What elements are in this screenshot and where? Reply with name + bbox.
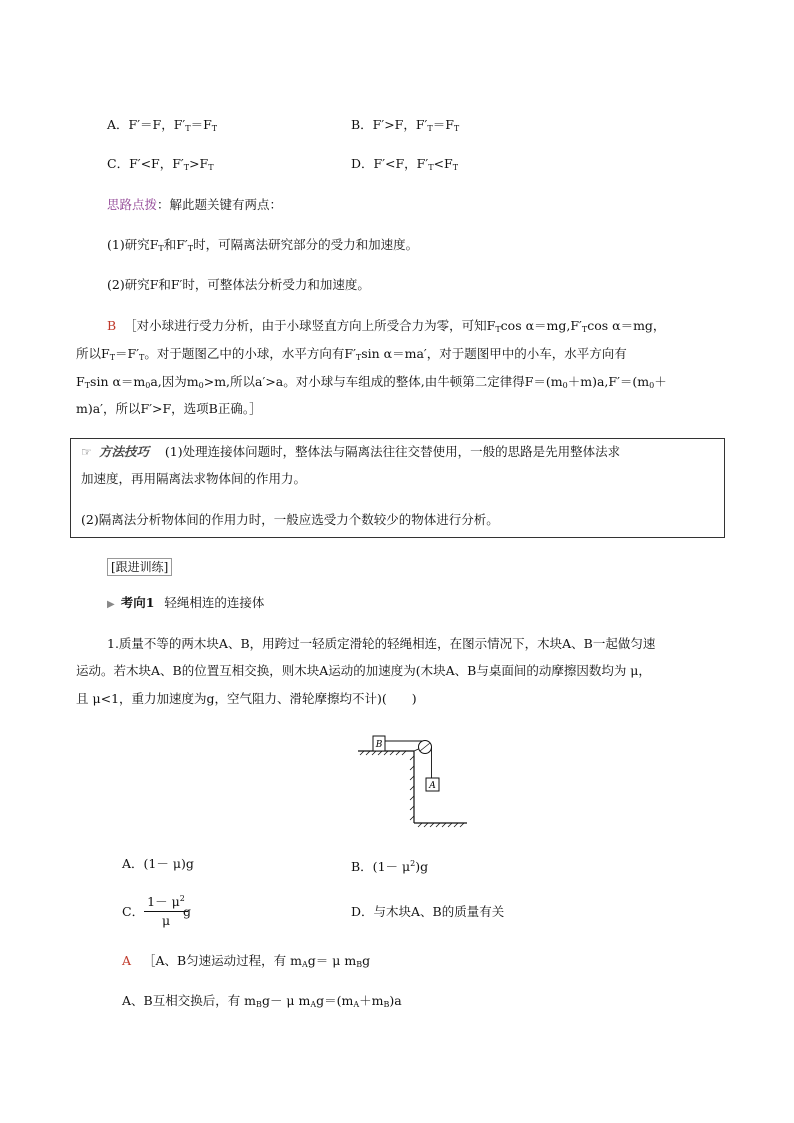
practice-tag: [跟进训练] xyxy=(107,558,172,576)
hint-line: 思路点拨：解此题关键有两点： xyxy=(107,197,283,212)
option-d-top: D．F′<F，$F'_T<F_T$ xyxy=(351,156,459,172)
answer-2-letter: A xyxy=(122,953,132,968)
choice-d: D．与木块A、B的质量有关 xyxy=(351,904,505,919)
option-a-top: A．F′＝F，$F'_T=F_T$ xyxy=(107,117,218,133)
answer-1-line-1: B ［对小球进行受力分析，由于小球竖直方向上所受合力为零，可知$F_T\cos$ $\alpha=mg,F'_T\cos$ α＝mg， xyxy=(107,318,666,334)
tips-row-3: (2)隔离法分析物体间的作用力时，一般应选受力个数较少的物体进行分析。 xyxy=(81,512,499,527)
option-c-top: C．F′<F，$F'_T>F_T$ xyxy=(107,156,214,172)
direction-title: 轻绳相连的连接体 xyxy=(164,595,265,610)
choice-c-suffix: g xyxy=(183,904,192,919)
choice-a: A．(1－ μ)g xyxy=(122,856,194,871)
option-b-top: B．F′>F，$F'_T=F_T$ xyxy=(351,117,460,133)
answer-1-line-3: $F_T\sin$ $\alpha=m_0a$,因为$m_0>m$,所以a′>a。对小球与车组成的整体,由牛顿第二定律得$F=(m_0+m)a,F'=(m_0+$ xyxy=(76,374,667,390)
answer-1-line-2: 所以$F_T=F'_T$。对于题图乙中的小球，水平方向有$F'_T\sin$ α＝ma′，对于题图甲中的小车，水平方向有 xyxy=(76,346,627,362)
tips-row-2: 加速度，再用隔离法求物体间的作用力。 xyxy=(81,471,307,486)
choice-b: B．$(1- \mu^2)g$ xyxy=(351,859,429,874)
choice-c-fraction xyxy=(144,892,188,928)
block-b-label: B xyxy=(375,740,383,750)
fraction-denominator: μ xyxy=(161,913,171,928)
answer-2-line-1: A ［A、B匀速运动过程，有 $m_Ag= \mu$ $m_Bg$ xyxy=(122,953,371,969)
answer-2-line-2: A、B互相交换后，有 $m_Bg- \mu$ $m_Ag=(m_A+m_B)a$ xyxy=(122,993,402,1009)
tips-row-1: ☞ 方法技巧 (1)处理连接体问题时，整体法与隔离法往往交替使用，一般的思路是先用整体法求 xyxy=(81,444,621,459)
question-line-2: 运动。若木块A、B的位置互相交换，则木块A运动的加速度为(木块A、B与桌面间的动摩擦因数均为 μ， xyxy=(76,663,651,678)
triangle-icon: ▶ xyxy=(107,599,115,610)
wall-hatching xyxy=(410,756,414,820)
fraction-numerator: $1- \mu^2$ xyxy=(144,892,188,912)
question-line-3: 且 μ<1，重力加速度为g，空气阻力、滑轮摩擦均不计)( ) xyxy=(76,691,417,706)
answer-1-letter: B xyxy=(107,318,117,333)
direction-label: 考向1 xyxy=(120,595,155,610)
tips-label: 方法技巧 xyxy=(99,444,150,459)
direction-heading xyxy=(107,594,264,614)
hint-label: 思路点拨 xyxy=(107,197,158,212)
point-1: (1)研究$F_T$和$F'_T$时，可隔离法研究部分的受力和加速度。 xyxy=(107,237,419,253)
block-a-label: A xyxy=(429,781,436,791)
hand-pointer-icon: ☞ xyxy=(81,445,92,459)
answer-1-line-4: m)a′，所以F′>F，选项B正确。］ xyxy=(76,401,262,416)
choice-c-prefix: C． xyxy=(122,904,145,919)
point-2: (2)研究F和F′时，可整体法分析受力和加速度。 xyxy=(107,277,370,292)
method-tips-box xyxy=(70,438,725,538)
pulley-figure xyxy=(355,728,470,832)
question-line-1: 1.质量不等的两木块A、B，用跨过一轻质定滑轮的轻绳相连，在图示情况下，木块A、B一起做匀速 xyxy=(107,636,656,651)
